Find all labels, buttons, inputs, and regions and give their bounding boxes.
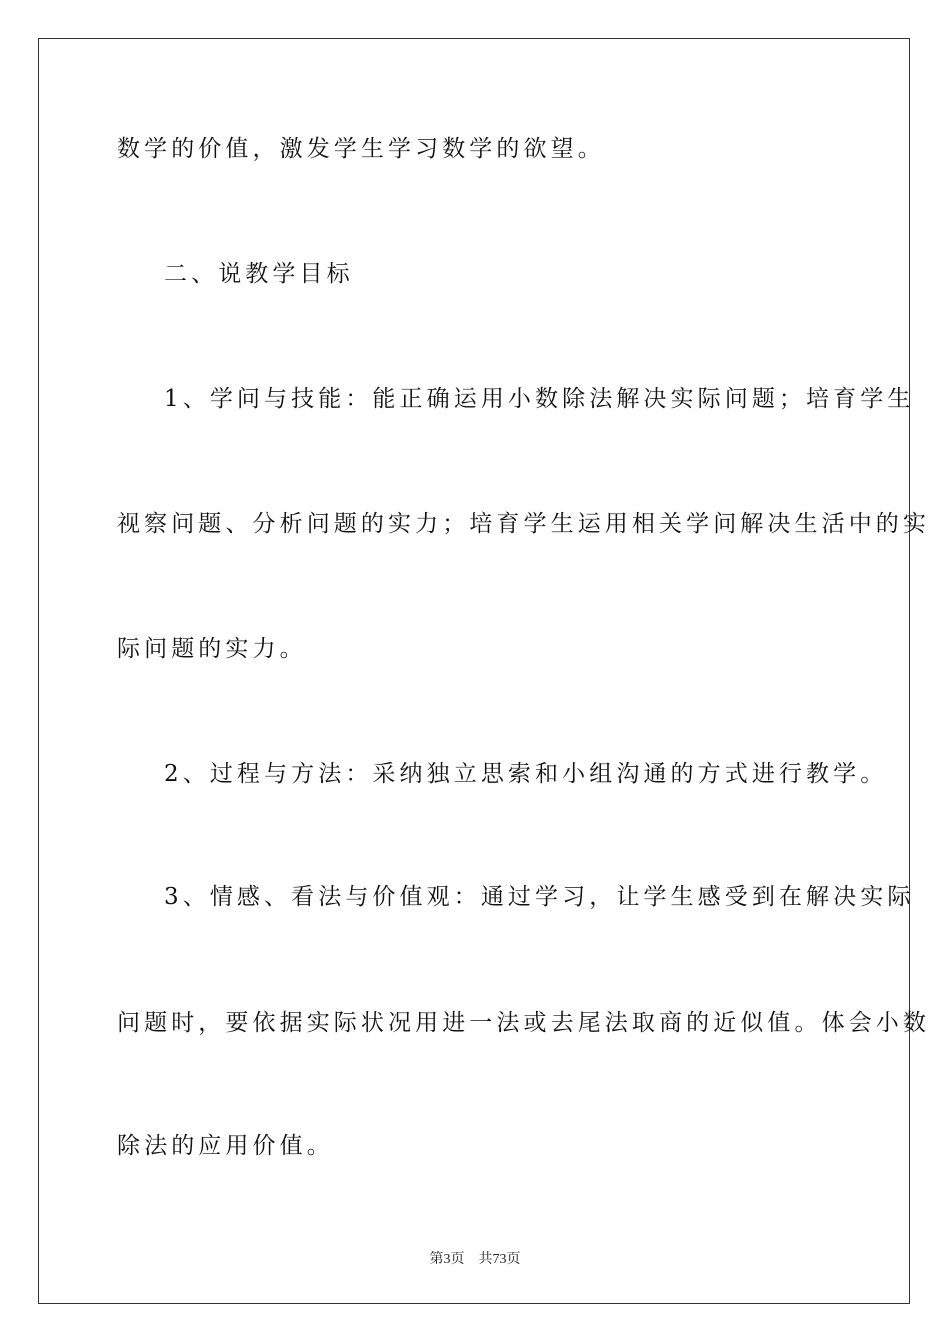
page-number: 第3页 <box>429 1252 465 1267</box>
body-text-line: 际问题的实力。 <box>117 636 307 662</box>
section-heading: 二、说教学目标 <box>164 261 354 287</box>
body-text-line: 2、过程与方法：采纳独立思索和小组沟通的方式进行教学。 <box>164 761 888 787</box>
page-footer <box>0 1248 950 1268</box>
page-border <box>38 38 910 1304</box>
body-text-line: 问题时，要依据实际状况用进一法或去尾法取商的近似值。体会小数 <box>117 1010 930 1036</box>
body-text-line: 3、情感、看法与价值观：通过学习，让学生感受到在解决实际 <box>164 884 915 910</box>
body-text-line: 视察问题、分析问题的实力；培育学生运用相关学问解决生活中的实 <box>117 511 930 537</box>
page-total: 共73页 <box>478 1252 521 1267</box>
body-text-line: 数学的价值，激发学生学习数学的欲望。 <box>117 136 605 162</box>
body-text-line: 1、学问与技能：能正确运用小数除法解决实际问题；培育学生 <box>164 386 915 412</box>
body-text-line: 除法的应用价值。 <box>117 1133 334 1159</box>
